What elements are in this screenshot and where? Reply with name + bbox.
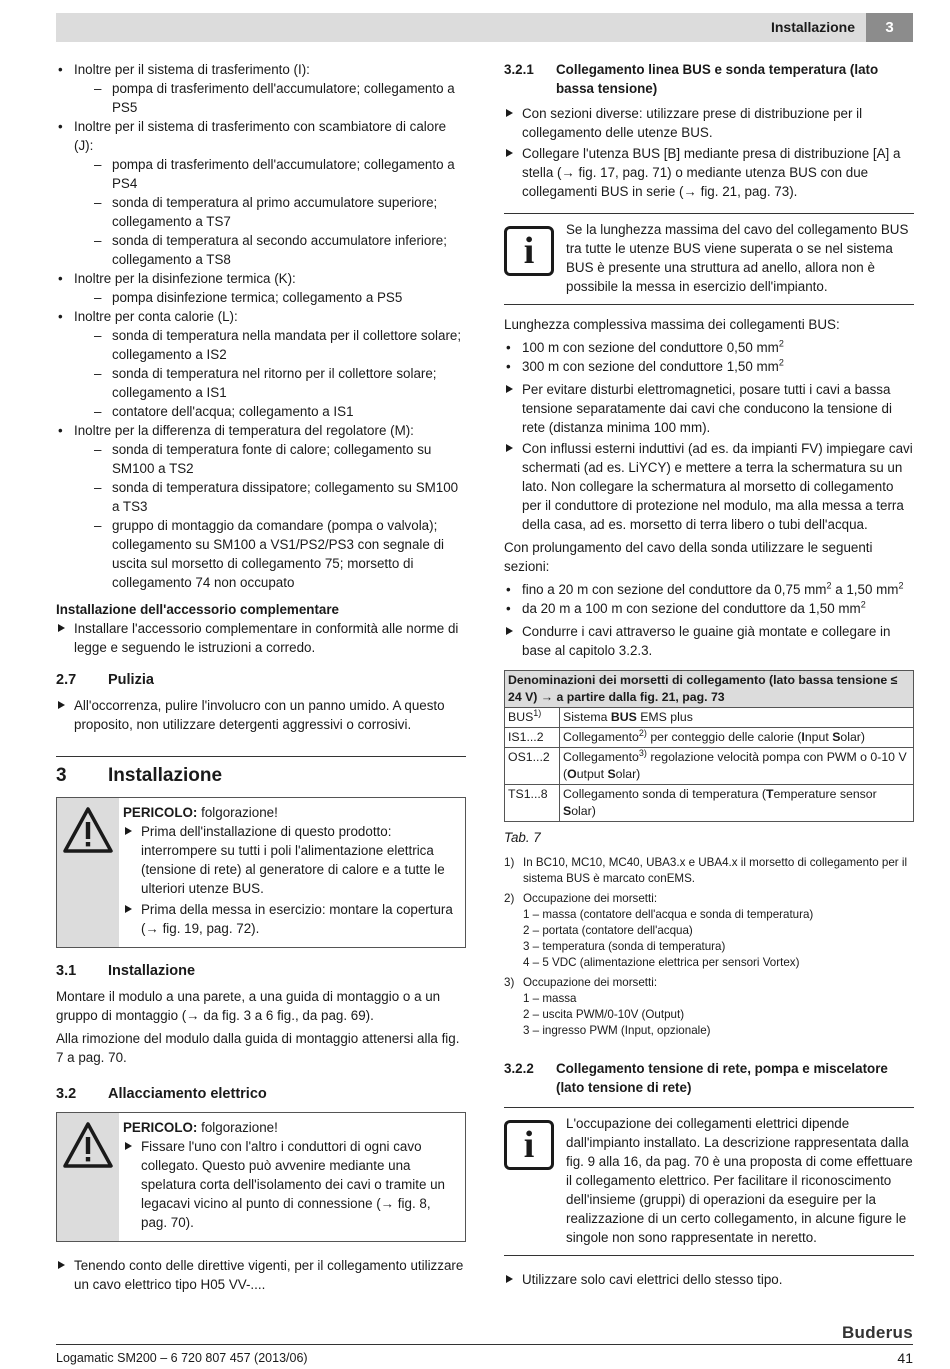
page-number: 41 bbox=[897, 1350, 913, 1366]
terminal-description: Collegamento$^{2)}$ per conteggio delle calorie (Input Solar) bbox=[560, 728, 914, 748]
header-title: Installazione bbox=[770, 19, 855, 35]
bus-length-item: • 300 m con sezione del conduttore 1,50 $mm^2$ bbox=[504, 357, 914, 376]
footnote-line: Occupazione dei morsetti: bbox=[523, 976, 658, 989]
footnote-line: 3 – temperatura (sonda di temperatura) bbox=[523, 940, 726, 953]
footnote-key: 3) bbox=[504, 976, 515, 989]
sub-list-item: – sonda di temperatura nella mandata per il collettore solare; collegamento a IS2 bbox=[74, 326, 466, 364]
table-row bbox=[505, 748, 914, 785]
footnote-line: 1 – massa (contatore dell'acqua e sonda di temperatura) bbox=[523, 908, 814, 921]
list-item: • Inoltre per la disinfezione termica (K): – pompa disinfezione termica; collegamento a PS5 bbox=[56, 269, 466, 307]
terminal-name: BUS$^{1)}$ bbox=[505, 708, 560, 728]
list-item: • Inoltre per conta calorie (L): – sonda di temperatura nella mandata per il collettore solare; collegamento a IS2 – sonda di temperatura nel ritorno per il collettore solare; collegamento a IS1 – contatore dell'acqua; collegamento a IS1 bbox=[56, 307, 466, 421]
sub-list-item: – contatore dell'acqua; collegamento a IS1 bbox=[74, 402, 466, 421]
brand-logo: Buderus bbox=[841, 1323, 913, 1342]
section-3-2-2-heading: 3.2.2 Collegamento tensione di rete, pompa e miscelatore (lato tensione di rete) bbox=[504, 1061, 888, 1095]
terminal-name: OS1...2 bbox=[505, 748, 560, 785]
table-caption: Tab. 7 bbox=[504, 830, 541, 845]
bus-step: Con sezioni diverse: utilizzare prese di distribuzione per il collegamento delle utenze BUS. bbox=[504, 104, 914, 142]
section-2-7-heading: 2.7 Pulizia bbox=[56, 672, 154, 688]
cable-type-step: Tenendo conto delle direttive vigenti, per il collegamento utilizzare un cavo elettrico tipo H05 VV-.... bbox=[56, 1256, 466, 1294]
footnote-key: 2) bbox=[504, 892, 515, 905]
info-icon: i bbox=[504, 1120, 554, 1170]
terminal-description: Collegamento$^{3)}$ regolazione velocità pompa con PWM o 0-10 V (Output Solar) bbox=[560, 748, 914, 785]
sub-list-item: – sonda di temperatura al secondo accumulatore inferiore; collegamento a TS8 bbox=[74, 231, 466, 269]
section-3-2-1-heading: 3.2.1 Collegamento linea BUS e sonda temperatura (lato bassa tensione) bbox=[504, 62, 879, 96]
terminal-table bbox=[504, 670, 914, 822]
route-step: Condurre i cavi attraverso le guaine già montate e collegare in base al capitolo 3.2.3. bbox=[504, 622, 914, 660]
terminal-name: TS1...8 bbox=[505, 785, 560, 822]
sub-list bbox=[74, 440, 466, 592]
accessory-step: Installare l'accessorio complementare in conformità alle norme di legge e seguendo le istruzioni a corredo. bbox=[56, 619, 466, 657]
sub-list-item: – sonda di temperatura fonte di calore; collegamento su SM100 a TS2 bbox=[74, 440, 466, 478]
sub-list-item: – gruppo di montaggio da comandare (pompa o valvola); collegamento su SM100 a VS1/PS2/PS3 con segnale di uscita sul morsetto di collegamento 75; morsetto di collegamento 74 non occupato bbox=[74, 516, 466, 592]
warning-triangle-icon bbox=[62, 806, 114, 854]
footnote-line: 3 – ingresso PWM (Input, opzionale) bbox=[523, 1024, 711, 1037]
info-box-2: i L'occupazione dei collegamenti elettrici dipende dall'impianto installato. La descrizione rappresentata dalla fig. 9 alla 16, da pag. 70 è una proposta di come effettuare il collegamento elettrico. Per facilitare il riconoscimento dell'insieme (gruppi) di operazioni da eseguire per la realizzazione di un certo collegamento, in alcune figure le singole non sono rappresentate in neretto. bbox=[504, 1107, 914, 1256]
table-row bbox=[505, 708, 914, 728]
footnote bbox=[504, 891, 914, 971]
section-3-heading: 3 Installazione bbox=[56, 756, 466, 785]
sub-list bbox=[74, 79, 466, 117]
accessory-heading: Installazione dell'accessorio complementare bbox=[56, 602, 340, 617]
section-3-1-heading: 3.1 Installazione bbox=[56, 963, 196, 979]
terminal-description: Sistema BUS EMS plus bbox=[560, 708, 914, 728]
footnote-line: 4 – 5 VDC (alimentazione elettrica per sensori Vortex) bbox=[523, 956, 800, 969]
footnote-line: 2 – uscita PWM/0-10V (Output) bbox=[523, 1008, 685, 1021]
sub-list-item: – pompa di trasferimento dell'accumulatore; collegamento a PS4 bbox=[74, 155, 466, 193]
warning-step: Prima dell'installazione di questo prodotto: interrompere su tutti i poli l'alimentazione elettrica (tensione di rete) al generatore di calore e a tutte le ulteriori utenze BUS. bbox=[123, 822, 457, 898]
info-box-1: i Se la lunghezza massima del cavo del collegamento BUS tra tutte le utenze BUS viene superata o se nel sistema BUS è presente una struttura ad anello, allora non è possibile la messa in esercizio dell'impianto. bbox=[504, 213, 914, 305]
section-3-2-heading: 3.2 Allacciamento elettrico bbox=[56, 1086, 267, 1102]
mounting-text: Montare il modulo a una parete, a una guida di montaggio o a un gruppo di montaggio (→ da fig. 3 a 6 fig., da pag. 69). bbox=[56, 989, 441, 1023]
bus-length-item: • 100 m con sezione del conduttore 0,50 $mm^2$ bbox=[504, 338, 914, 357]
footnote bbox=[504, 975, 914, 1039]
table-row bbox=[505, 785, 914, 822]
cleaning-step: All'occorrenza, pulire l'involucro con un panno umido. A questo proposito, non utilizzare detergenti aggressivi o corrosivi. bbox=[56, 696, 466, 734]
extension-item: • fino a 20 m con sezione del conduttore da 0,75 $mm^2$ a 1,50 $mm^2$ bbox=[504, 580, 914, 599]
footnote-line: 2 – portata (contatore dell'acqua) bbox=[523, 924, 693, 937]
sub-list bbox=[74, 155, 466, 269]
footnote-line: In BC10, MC10, MC40, UBA3.x e UBA4.x il morsetto di collegamento per il sistema BUS è marcato conEMS. bbox=[523, 856, 908, 885]
table-header: Denominazioni dei morsetti di collegamento (lato bassa tensione ≤ 24 V) → a partire dalla fig. 21, pag. 73 bbox=[505, 671, 914, 708]
bus-length-intro: Lunghezza complessiva massima dei collegamenti BUS: bbox=[504, 317, 840, 332]
sub-list bbox=[74, 326, 466, 421]
same-cable-step: Utilizzare solo cavi elettrici dello stesso tipo. bbox=[504, 1270, 914, 1289]
doc-reference: Logamatic SM200 – 6 720 807 457 (2013/06) bbox=[56, 1351, 308, 1365]
warning-step: Fissare l'uno con l'altro i conduttori di ogni cavo collegato. Questo può avvenire mediante una spelatura corta dell'isolamento dei cavi o tramite un legacavi vicino al punto di connessione (→ fig. 8, pag. 70). bbox=[123, 1137, 457, 1232]
list-item: • Inoltre per la differenza di temperatura del regolatore (M): – sonda di temperatura fonte di calore; collegamento su SM100 a TS2 – sonda di temperatura dissipatore; collegamento su SM100 a TS3 – gruppo di montaggio da comandare (pompa o valvola); collegamento su SM100 a VS1/PS2/PS3 con segnale di uscita sul morsetto di collegamento 75; morsetto di collegamento 74 non occupato bbox=[56, 421, 466, 592]
footer-divider bbox=[56, 1344, 913, 1345]
sub-list bbox=[74, 288, 466, 307]
footnote-key: 1) bbox=[504, 856, 515, 869]
danger-box-2: PERICOLO: folgorazione! Fissare l'uno con l'altro i conduttori di ogni cavo collegato. Questo può avvenire mediante una spelatura corta dell'isolamento dei cavi o tramite un legacavi vicino al punto di connessione (→ fig. 8, pag. 70). bbox=[56, 1112, 466, 1242]
sub-list-item: – pompa di trasferimento dell'accumulatore; collegamento a PS5 bbox=[74, 79, 466, 117]
sub-list-item: – sonda di temperatura dissipatore; collegamento su SM100 a TS3 bbox=[74, 478, 466, 516]
danger-box-1: PERICOLO: folgorazione! Prima dell'installazione di questo prodotto: interrompere su tutti i poli l'alimentazione elettrica (tensione di rete) al generatore di calore e a tutte le ulteriori utenze BUS. Prima della messa in esercizio: montare la copertura (→ fig. 19, pag. 72). bbox=[56, 797, 466, 948]
footnote-line: Occupazione dei morsetti: bbox=[523, 892, 658, 905]
footnote-line: 1 – massa bbox=[523, 992, 577, 1005]
warning-step: Prima della messa in esercizio: montare la copertura (→ fig. 19, pag. 72). bbox=[123, 900, 457, 938]
footnote-body bbox=[523, 891, 813, 971]
chapter-number: 3 bbox=[866, 13, 913, 42]
connection-list bbox=[56, 60, 466, 592]
table-row bbox=[505, 728, 914, 748]
emi-step: Con influssi esterni induttivi (ad es. da impianti FV) impiegare cavi schermati (ad es. LiYCY) e mettere a terra la schermatura su un lato. Non collegare la schermatura al morsetto di collegamento per il conduttore di protezione nel modulo, ma alla messa a terra della casa, ad es. morsetto di terra libero o tubi dell'acqua. bbox=[504, 439, 914, 534]
extension-intro: Con prolungamento del cavo della sonda utilizzare le seguenti sezioni: bbox=[504, 540, 873, 574]
footnote bbox=[504, 855, 914, 887]
bus-step: Collegare l'utenza BUS [B] mediante presa di distribuzione [A] a stella (→ fig. 17, pag. 71) o mediante utenza BUS con due collegamenti BUS in serie (→ fig. 21, pag. 73). bbox=[504, 144, 914, 201]
sub-list-item: – sonda di temperatura al primo accumulatore superiore; collegamento a TS7 bbox=[74, 193, 466, 231]
page-header bbox=[56, 13, 913, 42]
list-item: • Inoltre per il sistema di trasferimento con scambiatore di calore (J): – pompa di trasferimento dell'accumulatore; collegamento a PS4 – sonda di temperatura al primo accumulatore superiore; collegamento a TS7 – sonda di temperatura al secondo accumulatore inferiore; collegamento a TS8 bbox=[56, 117, 466, 269]
sub-list-item: – sonda di temperatura nel ritorno per il collettore solare; collegamento a IS1 bbox=[74, 364, 466, 402]
emi-step: Per evitare disturbi elettromagnetici, posare tutti i cavi a bassa tensione separatamente dai cavi che conducono la tensione di rete (distanza minima 100 mm). bbox=[504, 380, 914, 437]
extension-item: • da 20 m a 100 m con sezione del conduttore da 1,50 $mm^2$ bbox=[504, 599, 914, 618]
right-column bbox=[504, 60, 914, 1291]
warning-triangle-icon bbox=[62, 1121, 114, 1169]
removal-text: Alla rimozione del modulo dalla guida di montaggio attenersi alla fig. 7 a pag. 70. bbox=[56, 1031, 460, 1065]
terminal-name: IS1...2 bbox=[505, 728, 560, 748]
list-item: • Inoltre per il sistema di trasferimento (I): – pompa di trasferimento dell'accumulatore; collegamento a PS5 bbox=[56, 60, 466, 117]
info-icon: i bbox=[504, 226, 554, 276]
left-column bbox=[56, 60, 466, 1296]
footnote-body bbox=[523, 855, 914, 887]
sub-list-item: – pompa disinfezione termica; collegamento a PS5 bbox=[74, 288, 466, 307]
terminal-description: Collegamento sonda di temperatura (Temperature sensor Solar) bbox=[560, 785, 914, 822]
table-footnotes bbox=[504, 855, 914, 1039]
footnote-body bbox=[523, 975, 711, 1039]
